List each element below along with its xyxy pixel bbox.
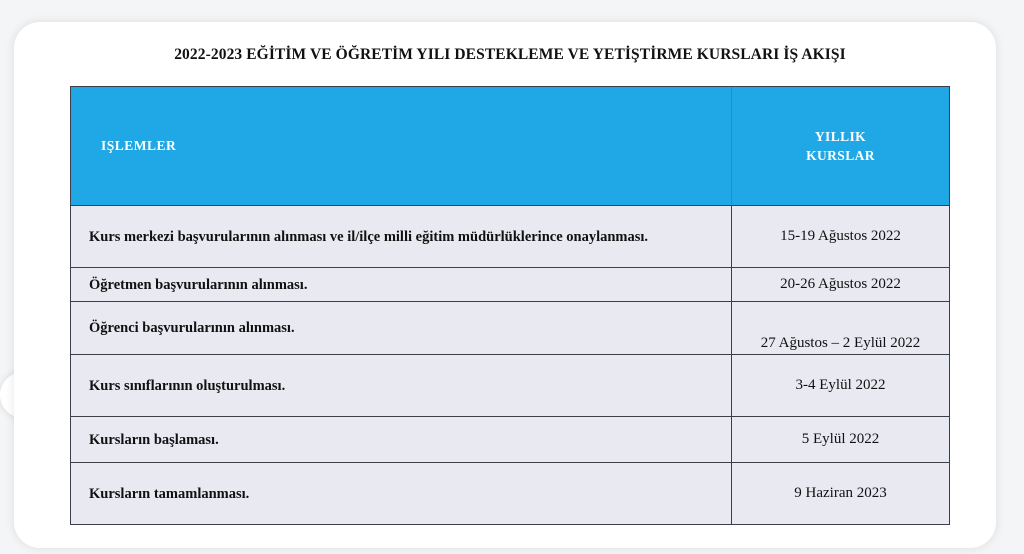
date-cell: 27 Ağustos – 2 Eylül 2022 (731, 302, 949, 354)
date-cell: 3-4 Eylül 2022 (731, 355, 949, 416)
table-row (71, 268, 949, 302)
workflow-table (70, 86, 950, 525)
date-cell: 15-19 Ağustos 2022 (731, 206, 949, 267)
table-row (71, 463, 949, 524)
table-row (71, 206, 949, 268)
header-annual-line1: YILLIK (814, 129, 867, 144)
task-cell: Kurs merkezi başvurularının alınması ve il/ilçe milli eğitim müdürlüklerince onaylanması. (89, 228, 649, 245)
date-cell: 5 Eylül 2022 (731, 417, 949, 462)
task-cell: Kursların tamamlanması. (89, 485, 250, 502)
table-row (71, 417, 949, 463)
task-cell: Kurs sınıflarının oluşturulması. (89, 377, 286, 394)
date-cell: 9 Haziran 2023 (731, 463, 949, 524)
date-cell: 20-26 Ağustos 2022 (731, 268, 949, 301)
table-header (71, 87, 949, 206)
task-cell: Öğrenci başvurularının alınması. (89, 320, 295, 336)
task-cell: Öğretmen başvurularının alınması. (89, 276, 308, 293)
page-title: 2022-2023 EĞİTİM VE ÖĞRETİM YILI DESTEKLEME VE YETİŞTİRME KURSLARI İŞ AKIŞI (174, 46, 846, 63)
table-row (71, 302, 949, 355)
header-annual-courses (731, 87, 949, 205)
table-row (71, 355, 949, 417)
header-operations: IŞLEMLER (101, 138, 177, 153)
task-cell: Kursların başlaması. (89, 431, 219, 448)
header-annual-line2: KURSLAR (806, 148, 875, 163)
